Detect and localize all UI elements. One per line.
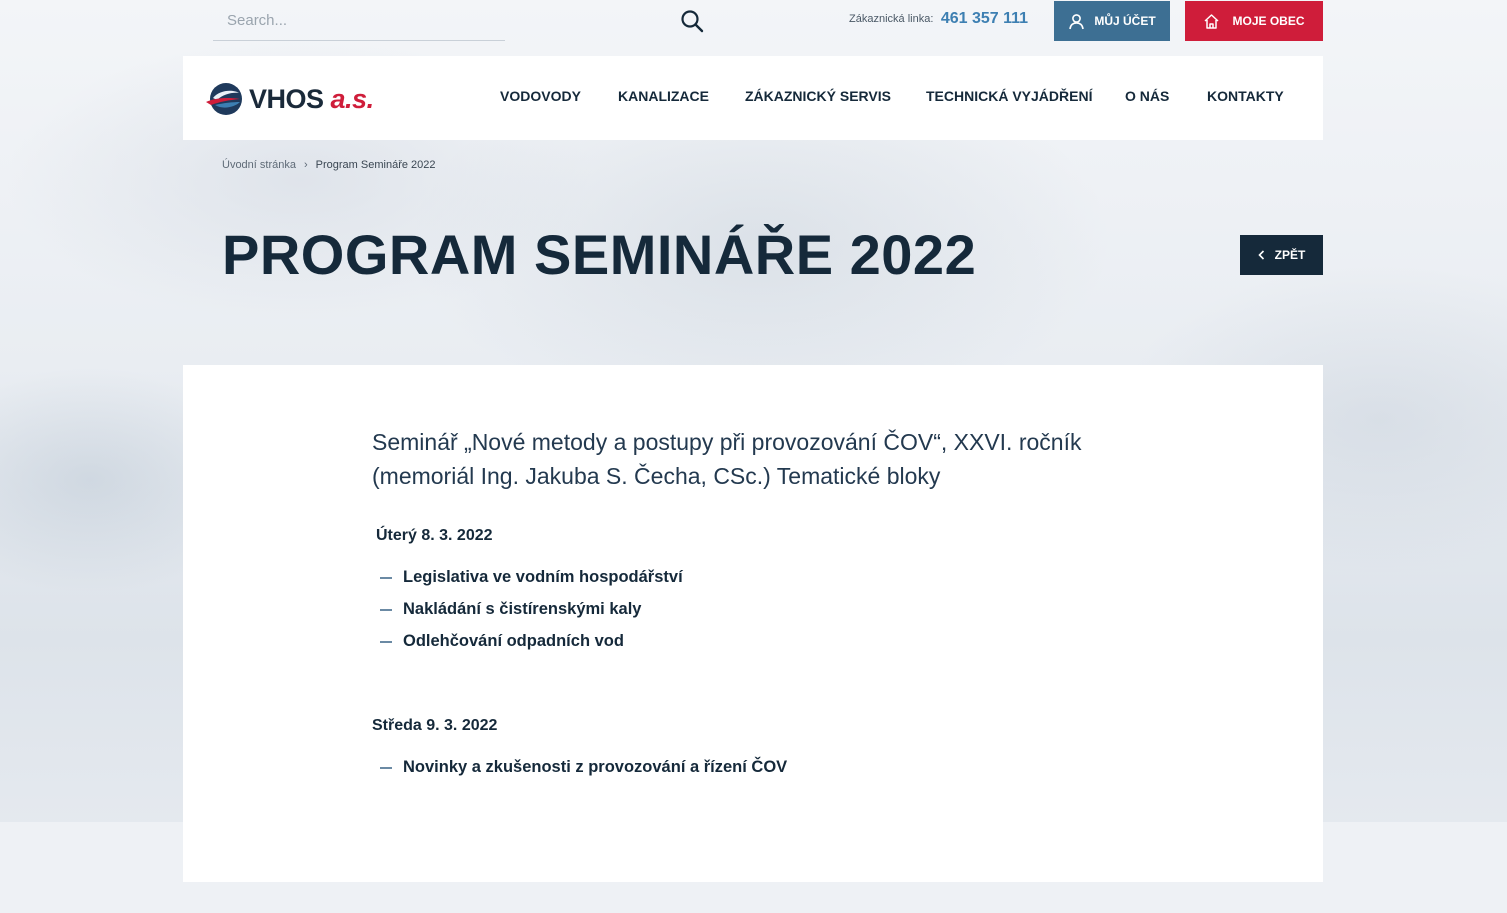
page-title: PROGRAM SEMINÁŘE 2022 [222,223,977,286]
search-input[interactable] [213,0,463,40]
back-label: ZPĚT [1274,248,1306,262]
list-dash [380,767,392,769]
breadcrumb-home[interactable]: Úvodní stránka [222,159,296,171]
back-button[interactable] [1240,235,1323,275]
search-button[interactable] [679,8,705,34]
user-icon [1068,13,1085,30]
logo-name: VHOS [249,83,324,114]
main-header [183,56,1323,140]
home-icon [1203,13,1220,30]
list-item-label: Legislativa ve vodním hospodářství [403,568,683,586]
logo-suffix: a.s. [330,83,374,114]
main-nav [183,56,1323,140]
nav-item-kontakty[interactable]: KONTAKTY [1207,88,1284,104]
list-item [380,758,787,777]
search-icon [679,8,705,34]
breadcrumb-separator: › [303,159,308,171]
list-dash [380,641,392,643]
my-municipality-button[interactable] [1185,1,1323,41]
list-dash [380,577,392,579]
chevron-left-icon [1258,250,1265,260]
breadcrumb-current: Program Semináře 2022 [315,159,436,171]
seminar-intro: Seminář „Nové metody a postupy při provozování ČOV“, XXVI. ročník (memoriál Ing. Jakuba S. Čecha, CSc.) Tematické bloky [372,429,1082,489]
my-account-label: MŮJ ÚČET [1094,14,1156,28]
content-card [183,365,1323,882]
list-item-label: Novinky a zkušenosti z provozování a řízení ČOV [403,758,788,776]
hotline-number[interactable]: 461 357 111 [940,10,1029,27]
nav-item-vodovody[interactable]: VODOVODY [500,88,581,104]
list-item [380,632,624,651]
nav-item-o-nas[interactable]: O NÁS [1125,88,1170,104]
search-bar [213,0,505,41]
breadcrumb [222,159,436,171]
my-account-button[interactable] [1054,1,1170,41]
day-heading-wednesday: Středa 9. 3. 2022 [372,717,498,734]
nav-item-technicka-vyjadreni[interactable]: TECHNICKÁ VYJÁDŘENÍ [926,88,1093,104]
hotline-label: Zákaznická linka: [849,13,934,25]
nav-item-zakaznicky-servis[interactable]: ZÁKAZNICKÝ SERVIS [745,88,891,104]
list-item-label: Nakládání s čistírenskými kaly [403,600,642,618]
list-item [380,600,641,619]
list-item-label: Odlehčování odpadních vod [403,632,624,650]
list-dash [380,609,392,611]
list-item [380,568,683,587]
hotline [849,10,1028,32]
day-heading-tuesday: Úterý 8. 3. 2022 [376,527,493,544]
my-municipality-label: MOJE OBEC [1232,14,1305,28]
nav-item-kanalizace[interactable]: KANALIZACE [618,88,709,104]
